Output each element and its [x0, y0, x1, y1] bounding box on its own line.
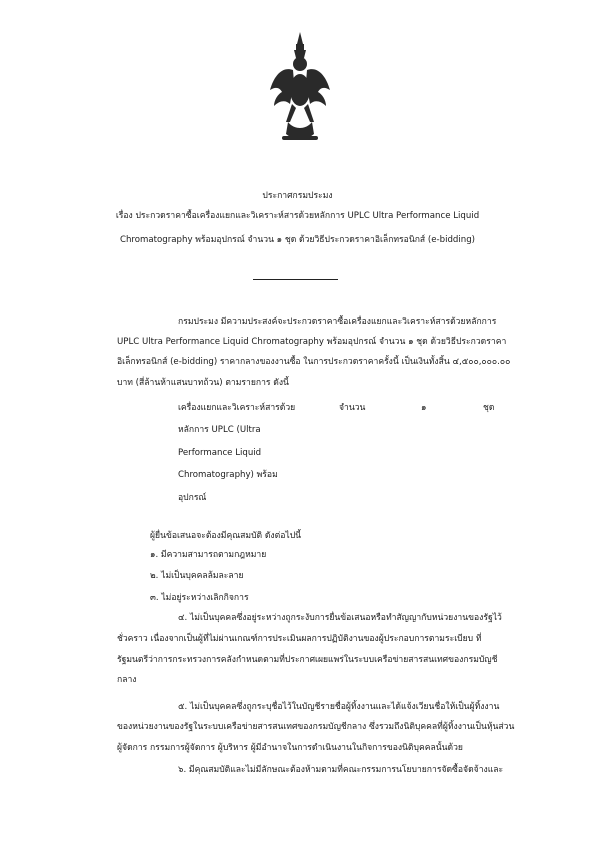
- qualification-5-line-2: ของหน่วยงานของรัฐในระบบเครือข่ายสารสนเทศของกรมบัญชีกลาง ซึ่งรวมถึงนิติบุคคลที่ผู้ทิ้งงานเป็นหุ้นส่วน: [117, 722, 515, 732]
- qualification-3: ๓. ไม่อยู่ระหว่างเลิกกิจการ: [150, 593, 249, 603]
- agency-title: ประกาศกรมประมง: [262, 191, 333, 201]
- qualification-1: ๑. มีความสามารถตามกฎหมาย: [150, 550, 267, 560]
- item-name-line-5: อุปกรณ์: [178, 493, 207, 503]
- qualification-4-line-1: ๔. ไม่เป็นบุคคลซึ่งอยู่ระหว่างถูกระงับการยื่นข้อเสนอหรือทำสัญญากับหน่วยงานของรัฐไว้: [178, 613, 502, 623]
- item-unit: ชุด: [483, 403, 495, 413]
- paragraph-1-line-2: UPLC Ultra Performance Liquid Chromatography พร้อมอุปกรณ์ จำนวน ๑ ชุด ด้วยวิธีประกวดราคา: [117, 337, 507, 347]
- qualification-4-line-3: รัฐมนตรีว่าการกระทรวงการคลังกำหนดตามที่ประกาศเผยแพร่ในระบบเครือข่ายสารสนเทศของกรมบัญชี: [117, 655, 498, 665]
- separator-line: [253, 279, 338, 280]
- qualification-4-line-4: กลาง: [117, 675, 137, 685]
- paragraph-1-line-3: อิเล็กทรอนิกส์ (e-bidding) ราคากลางของงานซื้อ ในการประกวดราคาครั้งนี้ เป็นเงินทั้งสิ้น ๔,๕๐๐,๐๐๐.๐๐: [117, 357, 511, 367]
- subject-line-1: เรื่อง ประกวดราคาซื้อเครื่องแยกและวิเคราะห์สารด้วยหลักการ UPLC Ultra Performance Liquid: [115, 211, 480, 221]
- item-qty-label: จำนวน: [339, 403, 366, 413]
- qualification-6-line-1: ๖. มีคุณสมบัติและไม่มีลักษณะต้องห้ามตามที่คณะกรรมการนโยบายการจัดซื้อจัดจ้างและ: [178, 765, 504, 775]
- paragraph-1-line-4: บาท (สี่ล้านห้าแสนบาทถ้วน) ตามรายการ ดังนี้: [117, 378, 289, 388]
- qualification-5-line-3: ผู้จัดการ กรรมการผู้จัดการ ผู้บริหาร ผู้มีอำนาจในการดำเนินงานในกิจการของนิติบุคคลนั้นด้วย: [117, 743, 463, 753]
- item-name-line-2: หลักการ UPLC (Ultra: [178, 425, 261, 435]
- qualification-2: ๒. ไม่เป็นบุคคลล้มละลาย: [150, 571, 244, 581]
- qualification-5-line-1: ๕. ไม่เป็นบุคคลซึ่งถูกระบุชื่อไว้ในบัญชีรายชื่อผู้ทิ้งงานและได้แจ้งเวียนชื่อให้เป็นผู้ทิ้งงาน: [178, 702, 500, 712]
- item-name-line-3: Performance Liquid: [178, 448, 262, 458]
- subject-line-2: Chromatography พร้อมอุปกรณ์ จำนวน ๑ ชุด ด้วยวิธีประกวดราคาอิเล็กทรอนิกส์ (e-bidding): [119, 235, 476, 245]
- garuda-emblem-icon: [268, 30, 332, 148]
- item-name-line-1: เครื่องแยกและวิเคราะห์สารด้วย: [178, 403, 296, 413]
- paragraph-1-line-1: กรมประมง มีความประสงค์จะประกวดราคาซื้อเครื่องแยกและวิเคราะห์สารด้วยหลักการ: [178, 317, 497, 327]
- qualifications-intro: ผู้ยื่นข้อเสนอจะต้องมีคุณสมบัติ ดังต่อไปนี้: [150, 531, 302, 541]
- item-qty: ๑: [421, 403, 427, 413]
- qualification-4-line-2: ชั่วคราว เนื่องจากเป็นผู้ที่ไม่ผ่านเกณฑ์การประเมินผลการปฏิบัติงานของผู้ประกอบการตามระเบียบ ที่: [117, 634, 482, 644]
- item-name-line-4: Chromatography) พร้อม: [178, 470, 278, 480]
